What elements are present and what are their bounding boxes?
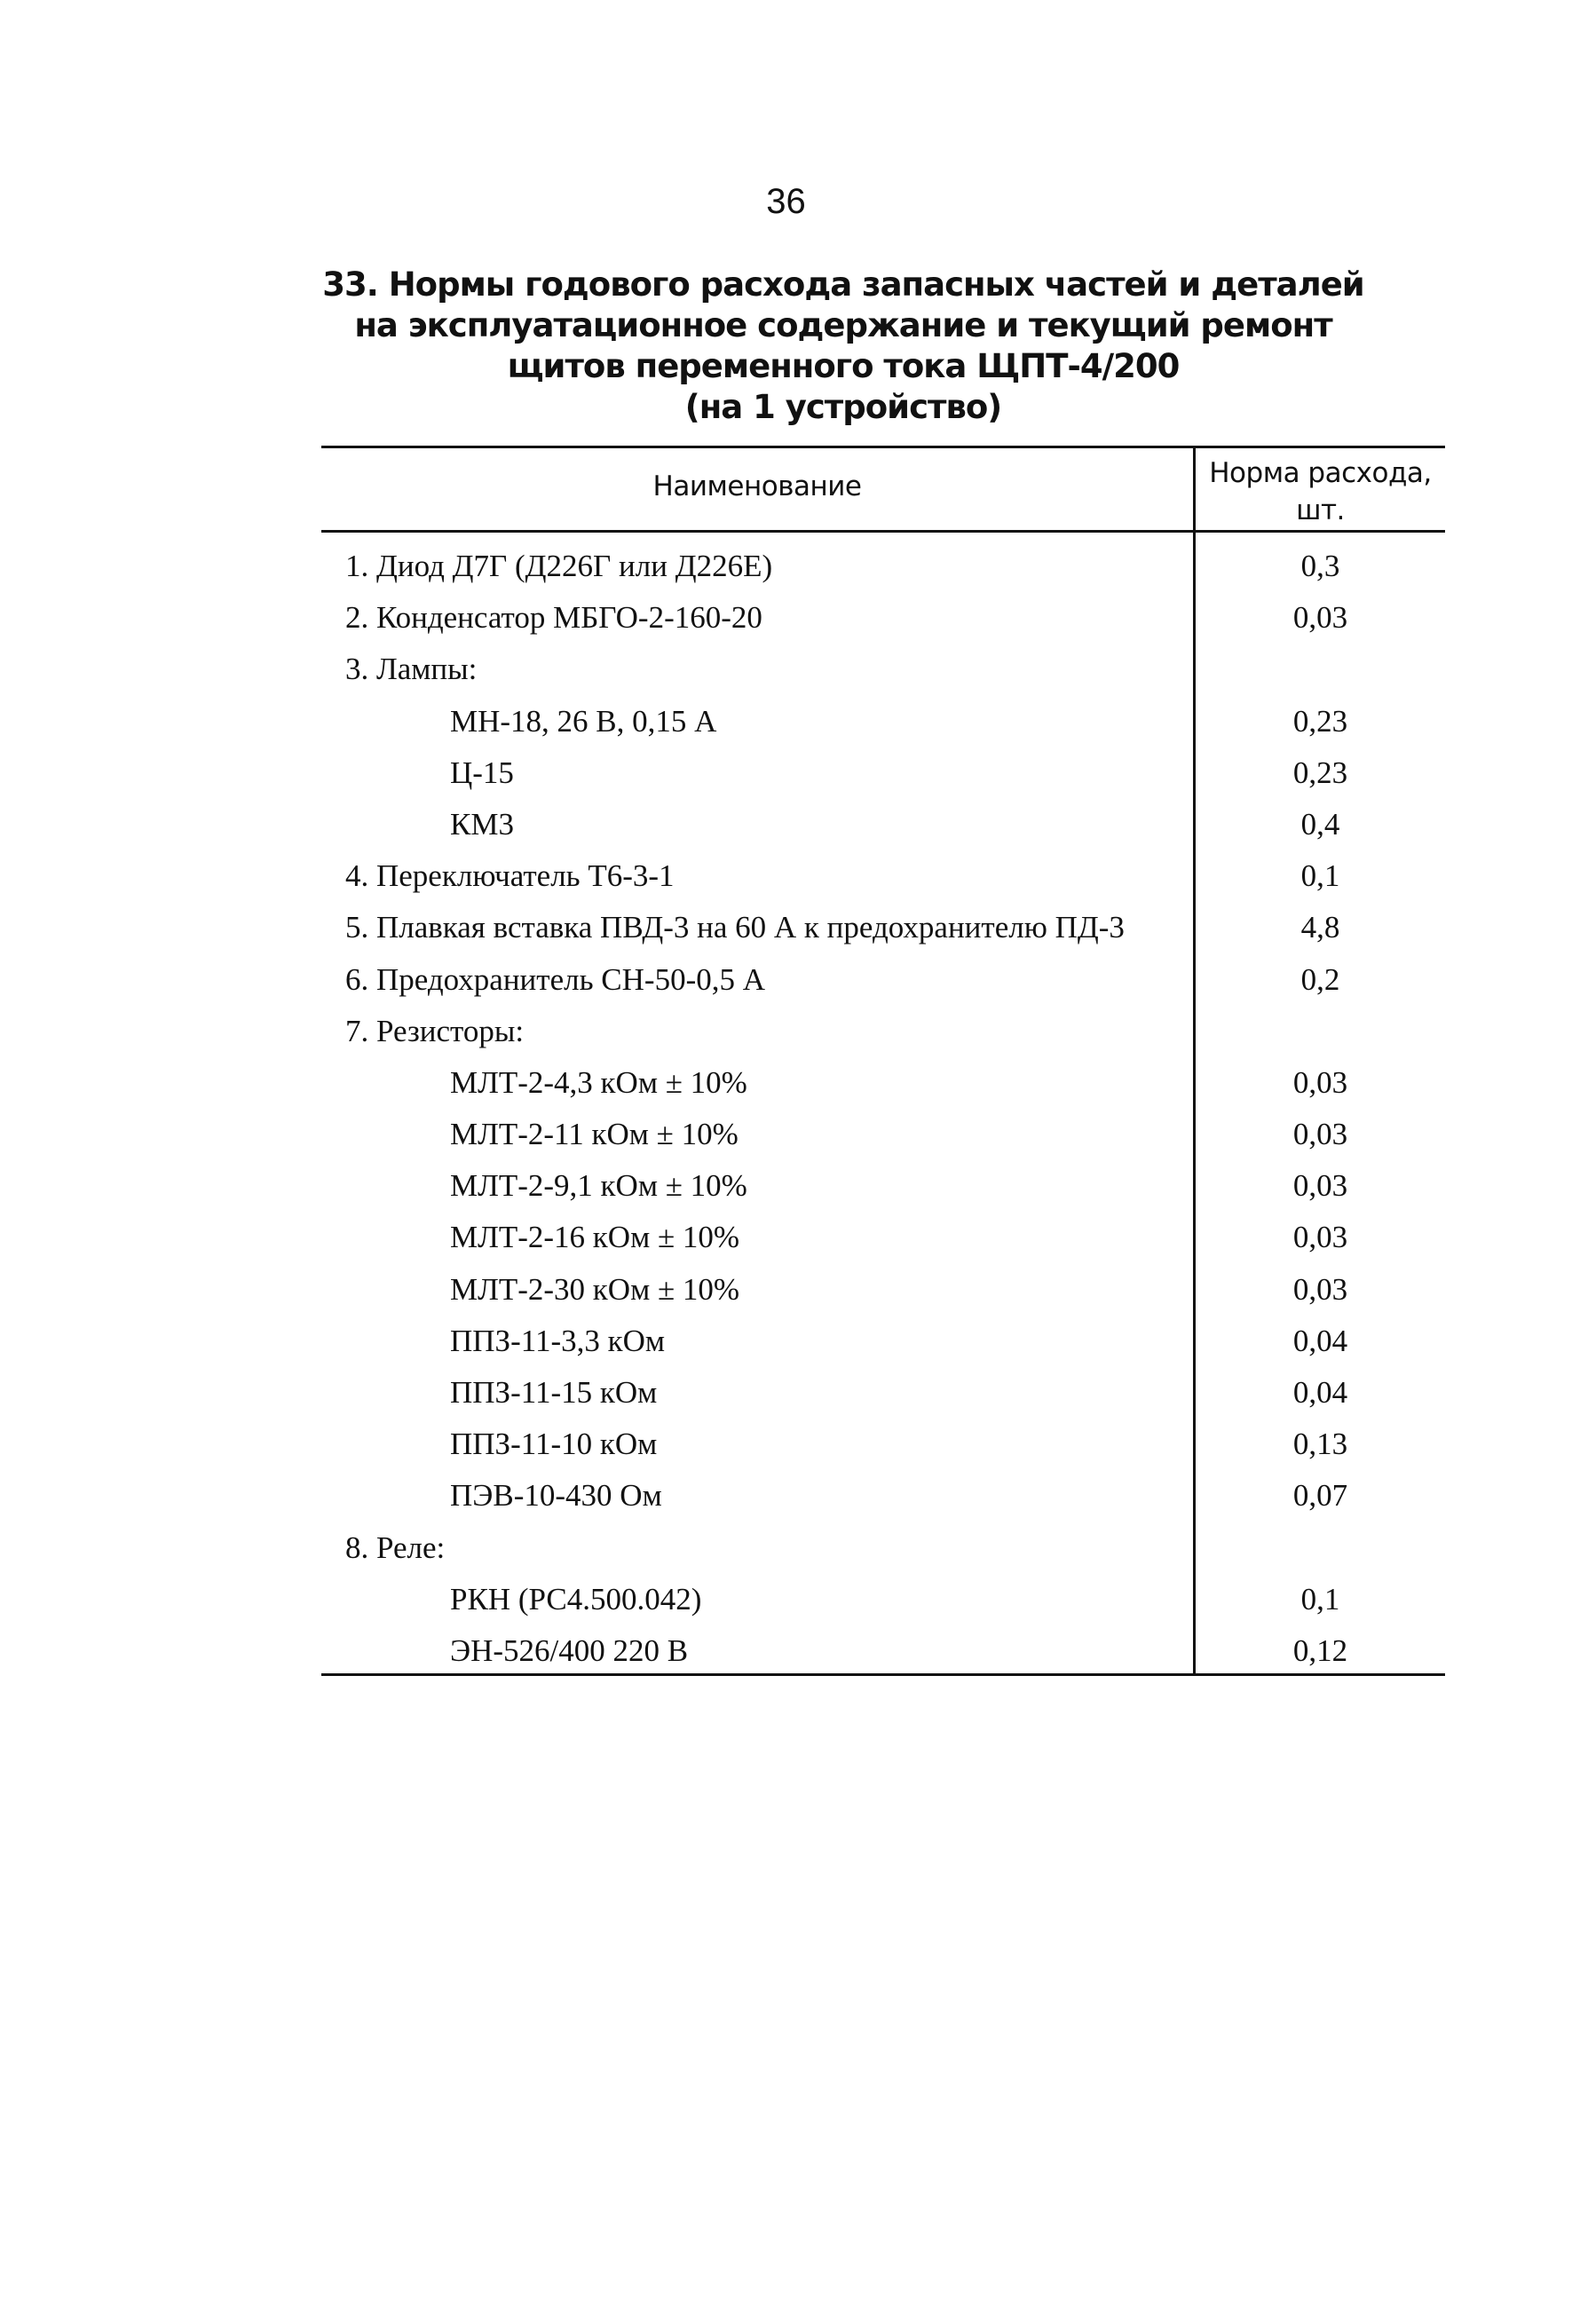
row-name: 7. Резисторы: xyxy=(345,1013,525,1048)
row-name: ЭН-526/400 220 В xyxy=(450,1632,689,1668)
header-norm xyxy=(1196,455,1445,529)
title-line-4: (на 1 устройство) xyxy=(684,388,1002,426)
table-row xyxy=(321,1267,1445,1318)
row-norm: 0,03 xyxy=(1292,1271,1348,1307)
row-norm: 0,04 xyxy=(1292,1375,1348,1410)
row-norm: 0,2 xyxy=(1300,961,1340,997)
table-row xyxy=(321,1008,1445,1060)
table-row xyxy=(321,1577,1445,1628)
row-name: ППЗ-11-3,3 кОм xyxy=(450,1323,666,1358)
table-top-rule xyxy=(321,446,1445,448)
row-name: ППЗ-11-15 кОм xyxy=(450,1375,658,1410)
page-number: 36 xyxy=(766,182,806,221)
table-row xyxy=(321,957,1445,1008)
header-norm-line-1: Норма расхода, xyxy=(1209,457,1432,489)
row-name: 5. Плавкая вставка ПВД-3 на 60 А к предохранителю ПД-3 xyxy=(345,910,1125,945)
table-row xyxy=(321,750,1445,802)
table-row xyxy=(321,543,1445,595)
row-norm: 0,03 xyxy=(1292,1220,1348,1255)
table-body xyxy=(321,543,1445,1680)
row-name: 3. Лампы: xyxy=(345,652,478,687)
row-name: 1. Диод Д7Г (Д226Г или Д226Е) xyxy=(345,549,773,583)
row-name: МЛТ-2-11 кОм ± 10% xyxy=(450,1117,739,1152)
row-norm: 0,03 xyxy=(1292,600,1348,636)
table-row xyxy=(321,699,1445,750)
table-row xyxy=(321,905,1445,956)
table-row xyxy=(321,802,1445,853)
title-line-2: на эксплуатационное содержание и текущий ремонт xyxy=(354,306,1332,344)
row-norm: 0,07 xyxy=(1292,1478,1348,1514)
row-name: МЛТ-2-4,3 кОм ± 10% xyxy=(450,1064,747,1100)
header-norm-line-2: шт. xyxy=(1296,494,1345,526)
row-name: Ц-15 xyxy=(450,755,514,790)
header-name: Наименование xyxy=(652,470,862,502)
table-row xyxy=(321,1214,1445,1266)
row-name: ПЭВ-10-430 Ом xyxy=(450,1478,662,1514)
row-norm: 0,1 xyxy=(1300,858,1340,894)
row-norm: 0,1 xyxy=(1300,1581,1340,1617)
row-name: МЛТ-2-9,1 кОм ± 10% xyxy=(450,1168,747,1204)
table-header-rule xyxy=(321,530,1445,533)
title-line-3: щитов переменного тока ЩПТ-4/200 xyxy=(507,347,1180,385)
table-row xyxy=(321,1473,1445,1524)
title-line-1: 33. Нормы годового расхода запасных частей и деталей xyxy=(322,265,1364,304)
document-title xyxy=(311,265,1376,428)
table-row xyxy=(321,1628,1445,1680)
row-norm: 0,03 xyxy=(1292,1117,1348,1152)
table-row xyxy=(321,1370,1445,1421)
row-norm: 0,03 xyxy=(1292,1064,1348,1100)
row-name: 4. Переключатель Т6-3-1 xyxy=(345,858,675,894)
row-norm: 0,04 xyxy=(1292,1323,1348,1358)
row-name: 2. Конденсатор МБГО-2-160-20 xyxy=(345,600,762,636)
table-row xyxy=(321,595,1445,646)
row-norm: 0,23 xyxy=(1292,755,1348,790)
table-row xyxy=(321,1421,1445,1473)
row-name: МН-18, 26 В, 0,15 А xyxy=(450,703,717,739)
row-name: РКН (РС4.500.042) xyxy=(450,1581,702,1617)
row-name: ППЗ-11-10 кОм xyxy=(450,1427,658,1462)
row-norm: 0,03 xyxy=(1292,1168,1348,1204)
table-row xyxy=(321,646,1445,698)
row-norm: 0,3 xyxy=(1300,549,1340,583)
table-row xyxy=(321,1525,1445,1577)
row-name: МЛТ-2-30 кОм ± 10% xyxy=(450,1271,740,1307)
row-norm: 0,13 xyxy=(1292,1427,1348,1462)
row-name: 6. Предохранитель СН-50-0,5 А xyxy=(345,961,765,997)
row-name: МЛТ-2-16 кОм ± 10% xyxy=(450,1220,740,1255)
table-row xyxy=(321,853,1445,905)
row-norm: 0,23 xyxy=(1292,703,1348,739)
row-name: 8. Реле: xyxy=(345,1530,446,1565)
row-norm: 0,12 xyxy=(1292,1632,1348,1668)
table-row xyxy=(321,1060,1445,1111)
row-norm: 4,8 xyxy=(1300,910,1340,945)
row-name: КМ3 xyxy=(450,806,514,842)
table-row xyxy=(321,1318,1445,1370)
table-row xyxy=(321,1163,1445,1214)
row-norm: 0,4 xyxy=(1300,806,1340,842)
table-row xyxy=(321,1111,1445,1163)
